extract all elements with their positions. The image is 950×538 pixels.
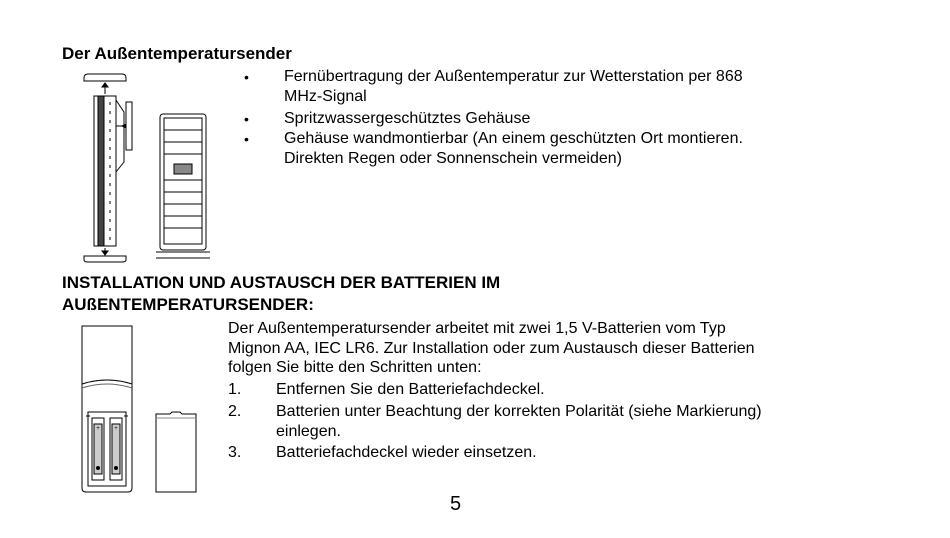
bullet-1-line1: Fernübertragung der Außentemperatur zur Wetterstation per 868 [284, 68, 743, 85]
transmitter-side-view-illustration [78, 72, 148, 262]
svg-text:+: + [114, 426, 118, 432]
transmitter-front-view-illustration [156, 112, 210, 260]
page-number: 5 [450, 493, 462, 515]
bullet-3-line1: Gehäuse wandmontierbar (An einem geschützten Ort montieren. [284, 130, 743, 147]
intro-line-3: folgen Sie bitte den Schritten unten: [228, 359, 482, 376]
bullet-3-line2: Direkten Regen oder Sonnenschein vermeiden) [284, 150, 622, 167]
step-1-number: 1. [228, 381, 242, 398]
section2-heading-line2: AUßENTEMPERATURSENDER: [62, 295, 314, 314]
step-2-text-line1: Batterien unter Beachtung der korrekten Polarität (siehe Markierung) [276, 403, 762, 420]
step-3-number: 3. [228, 444, 242, 461]
intro-line-1: Der Außentemperatursender arbeitet mit zwei 1,5 V-Batterien vom Typ [228, 320, 726, 337]
step-1-text: Entfernen Sie den Batteriefachdeckel. [276, 381, 545, 398]
step-2-text-line2: einlegen. [276, 423, 341, 440]
bullet-2-symbol: • [244, 111, 249, 127]
section1-heading: Der Außentemperatursender [62, 44, 292, 63]
intro-line-2: Mignon AA, IEC LR6. Zur Installation oder zum Austausch dieser Batterien [228, 340, 755, 357]
bullet-1-symbol: • [244, 69, 249, 85]
battery-cover-illustration [154, 410, 198, 494]
section2-heading-line1: INSTALLATION UND AUSTAUSCH DER BATTERIEN IM [62, 273, 501, 292]
step-3-text: Batteriefachdeckel wieder einsetzen. [276, 444, 537, 461]
battery-compartment-illustration [80, 324, 134, 494]
bullet-3-symbol: • [244, 131, 249, 147]
bullet-1-line2: MHz-Signal [284, 88, 367, 105]
svg-text:+: + [96, 426, 100, 432]
bullet-2-line1: Spritzwassergeschütztes Gehäuse [284, 110, 531, 127]
step-2-number: 2. [228, 403, 242, 420]
